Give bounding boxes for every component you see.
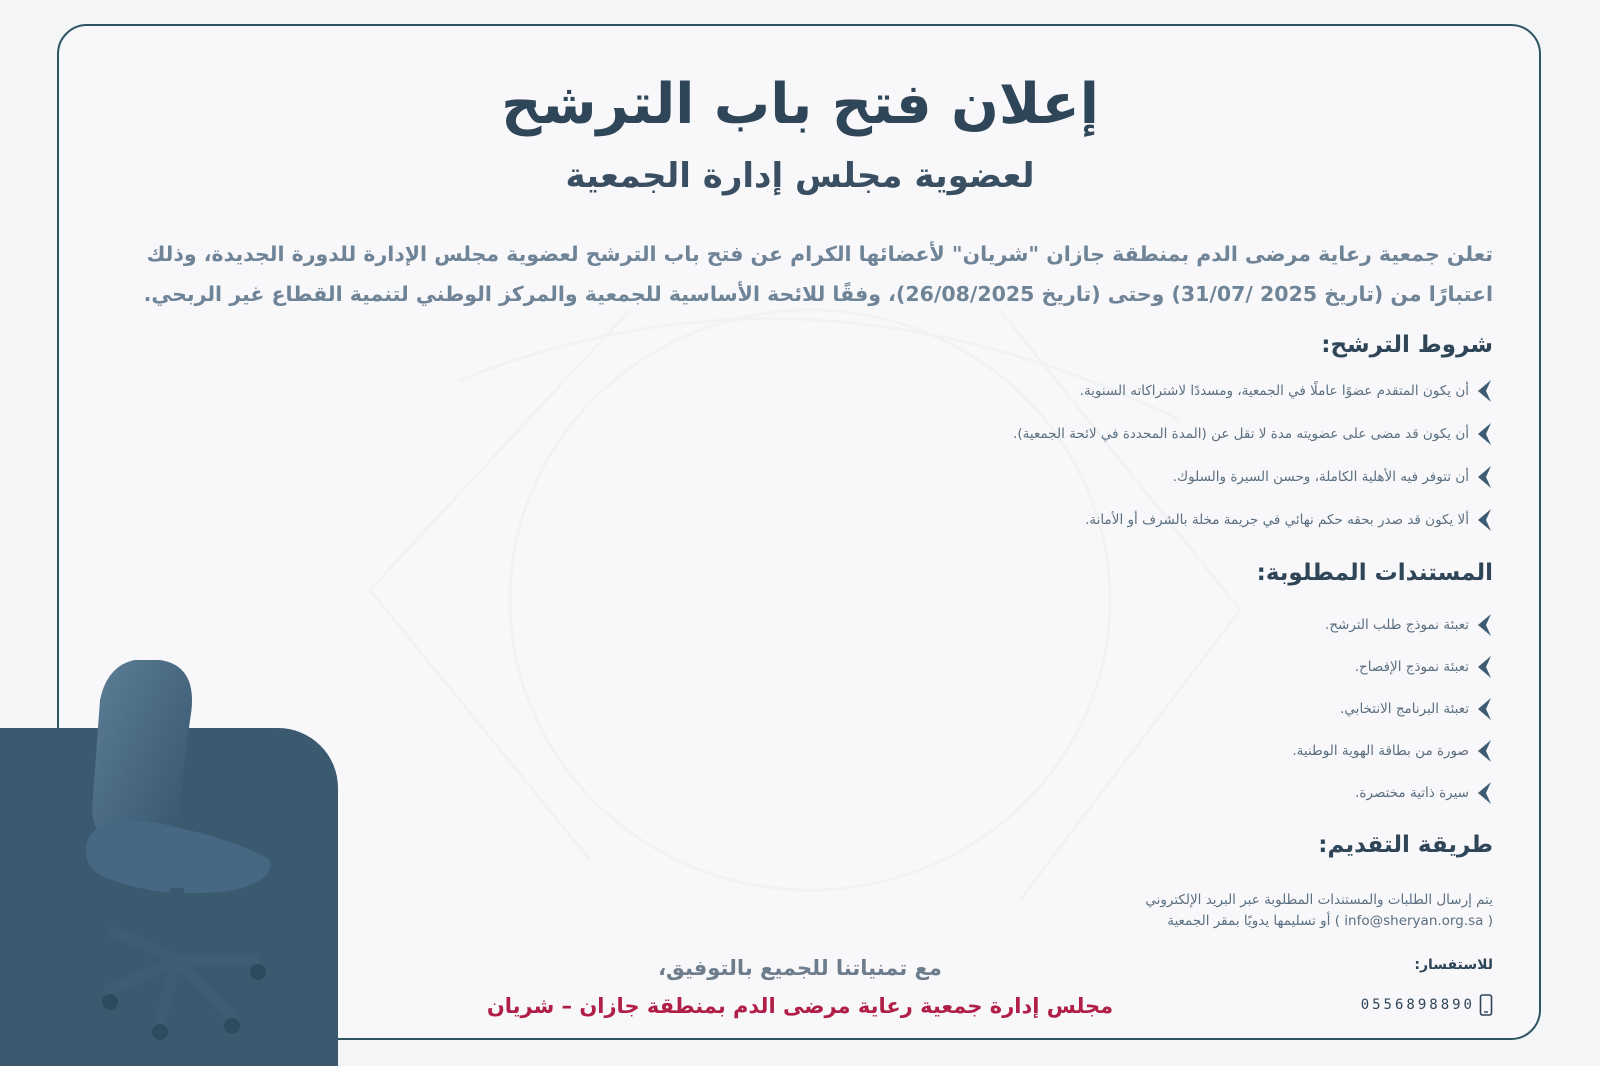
page-title: إعلان فتح باب الترشح xyxy=(501,72,1099,137)
chevron-left-icon xyxy=(1475,781,1493,805)
intro-paragraph: تعلن جمعية رعاية مرضى الدم بمنطقة جازان "شريان" لأعضائها الكرام عن فتح باب الترشح لعضوية مجلس الإدارة للدورة الجديدة، وذلك اعتبارًا من (تاريخ 2025 /31/07) وحتى (تاريخ 26/08/2025)، وفقًا للائحة الأساسية للجمعية والمركز الوطني لتنمية القطاع غير الربحي. xyxy=(143,242,1493,306)
chevron-left-icon xyxy=(1475,739,1493,763)
chevron-left-icon xyxy=(1475,508,1493,532)
method-line-2-rest: ) أو تسليمها يدويًا بمقر الجمعية xyxy=(1167,913,1340,929)
list-item-text: صورة من بطاقة الهوية الوطنية. xyxy=(1292,743,1469,759)
list-item-text: أن يكون قد مضى على عضويته مدة لا تقل عن (المدة المحددة في لائحة الجمعية). xyxy=(1013,426,1469,442)
method-line-1: يتم إرسال الطلبات والمستندات المطلوبة عبر البريد الإلكتروني xyxy=(1145,892,1493,908)
conditions-list xyxy=(693,378,1493,533)
list-item xyxy=(693,507,1493,533)
chevron-left-icon xyxy=(1475,422,1493,446)
signature: مجلس إدارة جمعية رعاية مرضى الدم بمنطقة جازان – شريان xyxy=(486,994,1114,1018)
method-description xyxy=(933,890,1493,932)
list-item-text: أن يكون المتقدم عضوًا عاملًا في الجمعية، ومسددًا لاشتراكاته السنوية. xyxy=(1079,383,1469,399)
list-item xyxy=(693,654,1493,680)
closing-wishes: مع تمنياتنا للجميع بالتوفيق، xyxy=(658,956,942,980)
phone-contact[interactable] xyxy=(1361,994,1493,1016)
list-item-text: سيرة ذاتية مختصرة. xyxy=(1355,785,1469,801)
list-item xyxy=(693,738,1493,764)
email-link[interactable]: info@sheryan.org.sa xyxy=(1344,913,1484,929)
conditions-heading: شروط الترشح: xyxy=(1321,332,1493,358)
mobile-phone-icon xyxy=(1479,994,1493,1016)
method-line-2 xyxy=(933,911,1493,932)
chevron-left-icon xyxy=(1475,697,1493,721)
chevron-left-icon xyxy=(1475,379,1493,403)
list-item xyxy=(693,421,1493,447)
method-heading: طريقة التقديم: xyxy=(1318,832,1493,858)
list-item-text: ألا يكون قد صدر بحقه حكم نهائي في جريمة مخلة بالشرف أو الأمانة. xyxy=(1085,512,1469,528)
inquiry-label: للاستفسار: xyxy=(1414,957,1493,973)
chevron-left-icon xyxy=(1475,613,1493,637)
phone-number[interactable]: 0556898890 xyxy=(1360,997,1475,1013)
list-item xyxy=(693,378,1493,404)
list-item-text: تعبئة نموذج طلب الترشح. xyxy=(1325,617,1469,633)
list-item xyxy=(693,780,1493,806)
documents-list xyxy=(693,612,1493,806)
method-paren-open: ( xyxy=(1487,913,1493,929)
list-item-text: أن تتوفر فيه الأهلية الكاملة، وحسن السيرة والسلوك. xyxy=(1172,469,1469,485)
list-item xyxy=(693,696,1493,722)
list-item-text: تعبئة البرنامج الانتخابي. xyxy=(1340,701,1469,717)
list-item-text: تعبئة نموذج الإفصاح. xyxy=(1354,659,1469,675)
documents-heading: المستندات المطلوبة: xyxy=(1256,560,1493,586)
list-item xyxy=(693,612,1493,638)
chevron-left-icon xyxy=(1475,655,1493,679)
page-subtitle: لعضوية مجلس إدارة الجمعية xyxy=(565,156,1035,196)
chevron-left-icon xyxy=(1475,465,1493,489)
list-item xyxy=(693,464,1493,490)
